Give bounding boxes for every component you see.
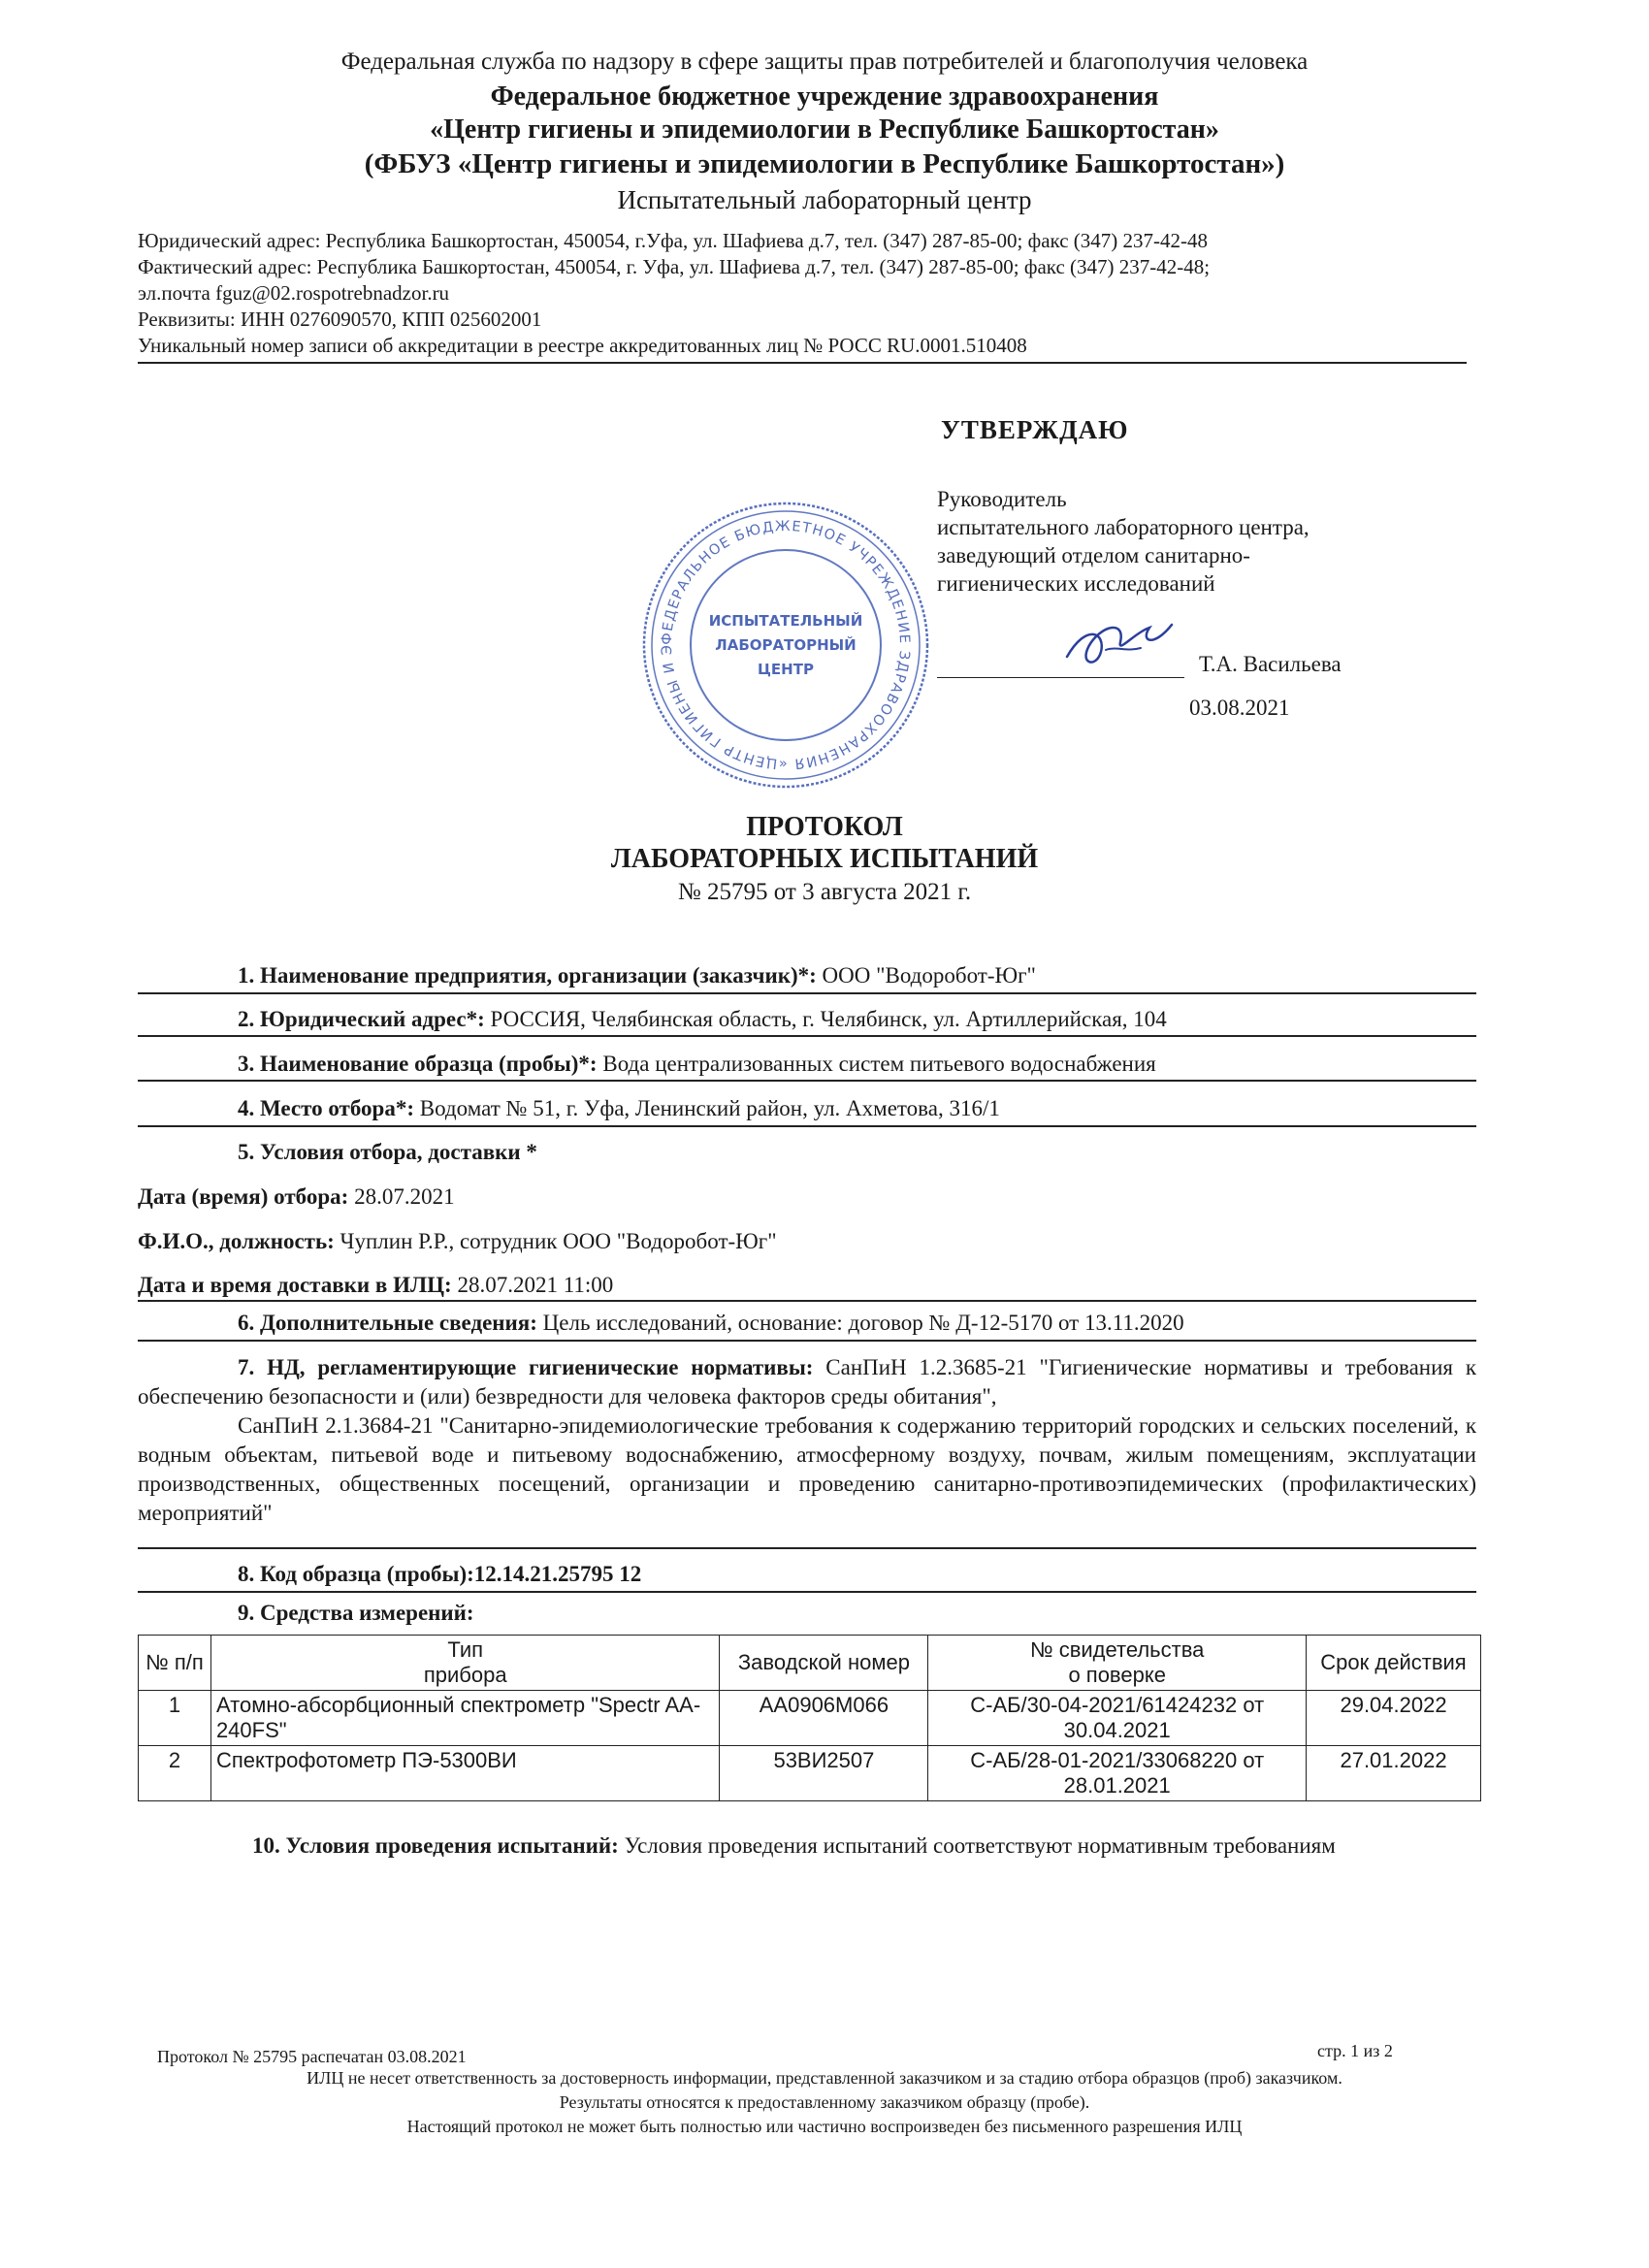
item-1 [238,963,1036,988]
item-5-person-value: Чуплин Р.Р., сотрудник ООО "Водоробот-Юг" [334,1229,777,1253]
item-divider [138,1300,1476,1302]
item-3-value: Вода централизованных систем питьевого водоснабжения [597,1052,1156,1076]
item-divider [138,1591,1476,1593]
signature [1048,603,1183,681]
accreditation-number: Уникальный номер записи об аккредитации в реестре аккредитованных лиц № РОСС RU.0001.510408 [138,334,1027,357]
item-4 [238,1096,1000,1121]
row-type: Спектрофотометр ПЭ-5300ВИ [210,1746,720,1801]
item-10 [252,1833,1336,1859]
legal-address: Юридический адрес: Республика Башкортостан, 450054, г.Уфа, ул. Шафиева д.7, тел. (347) 287-85-00; факс (347) 237-42-48 [138,229,1209,252]
item-7-p1 [138,1353,1476,1411]
item-divider [138,1547,1476,1549]
item-2-value: РОССИЯ, Челябинская область, г. Челябинск, ул. Артиллерийская, 104 [484,1007,1167,1031]
item-7-label: 7. НД, регламентирующие гигиенические нормативы: [238,1355,814,1379]
item-divider [138,992,1476,994]
footer-disclaimer-1: ИЛЦ не несет ответственность за достоверность информации, представленной заказчиком и за стадию отбора образцов (проб) заказчиком. [307,2068,1342,2088]
item-8-value: 12.14.21.25795 12 [473,1562,642,1586]
item-5-person [138,1229,777,1254]
email: эл.почта fguz@02.rospotrebnadzor.ru [138,281,450,305]
item-1-value: ООО "Водоробот-Юг" [816,963,1036,988]
item-4-value: Водомат № 51, г. Уфа, Ленинский район, ул. Ахметова, 316/1 [414,1096,1000,1120]
stamp-center-line2: ЛАБОРАТОРНЫЙ [715,636,857,654]
item-5-delivery [138,1273,613,1298]
approval-date: 03.08.2021 [1189,696,1290,720]
lab-name: Испытательный лабораторный центр [617,185,1032,214]
item-6-value: Цель исследований, основание: договор № Д-12-5170 от 13.11.2020 [536,1311,1184,1335]
stamp-icon [635,495,936,795]
center-full-name: «Центр гигиены и эпидемиологии в Республике Башкортостан» [430,114,1219,145]
item-5-delivery-value: 28.07.2021 11:00 [451,1273,614,1297]
item-3 [238,1052,1156,1077]
item-5-sampling-date [138,1184,455,1210]
item-8 [238,1562,641,1587]
item-3-label: 3. Наименование образца (пробы)*: [238,1052,598,1076]
item-5-person-label: Ф.И.О., должность: [138,1229,335,1253]
approver-role-line: испытательного лабораторного центра, [937,515,1310,539]
col-type-header-line2: прибора [423,1663,507,1687]
approver-role-line: Руководитель [937,487,1067,511]
footer-printed: Протокол № 25795 распечатан 03.08.2021 [157,2047,467,2066]
row-cert: С-АБ/28-01-2021/33068220 от 28.01.2021 [928,1746,1307,1801]
item-7-value2: СанПиН 2.1.3684-21 "Санитарно-эпидемиологические требования к содержанию территорий городских и сельских поселений, к водным объектам, питьевой воде и питьевому водоснабжению, атмосферному воздуху, почвам, жилым помещениям, эксплуатации производственных, общественных посещений, организации и проведению санитарно-противоэпидемических (профилактических) мероприятий" [138,1413,1476,1525]
col-type-header [210,1636,720,1691]
item-divider [138,1035,1476,1037]
col-cert-header [928,1636,1307,1691]
table-row [139,1746,1481,1801]
institution-name: Федеральное бюджетное учреждение здравоохранения [490,81,1159,112]
header-divider [138,362,1467,364]
stamp-center-line1: ИСПЫТАТЕЛЬНЫЙ [708,612,863,630]
item-10-value: Условия проведения испытаний соответствуют нормативным требованиям [618,1833,1336,1858]
item-9-label: 9. Средства измерений: [238,1601,474,1625]
protocol-title-line2: ЛАБОРАТОРНЫХ ИСПЫТАНИЙ [610,844,1039,874]
stamp-center-line3: ЦЕНТР [758,661,814,678]
col-serial-header: Заводской номер [720,1636,928,1691]
item-6 [238,1311,1184,1336]
item-5-date-value: 28.07.2021 [348,1184,455,1209]
col-type-header-line1: Тип [447,1637,484,1662]
footer-page: стр. 1 из 2 [1317,2041,1393,2060]
svg-text:ФЕДЕРАЛЬНОЕ БЮДЖЕТНОЕ УЧРЕЖДЕН [635,495,912,771]
row-num: 1 [139,1691,211,1746]
item-divider [138,1340,1476,1342]
item-6-label: 6. Дополнительные сведения: [238,1311,537,1335]
requisites: Реквизиты: ИНН 0276090570, КПП 025602001 [138,308,542,331]
row-valid: 29.04.2022 [1307,1691,1481,1746]
signature-line [937,677,1184,678]
row-serial: 53ВИ2507 [720,1746,928,1801]
signer-name: Т.А. Васильева [1199,652,1342,676]
col-cert-header-line2: о поверке [1068,1663,1166,1687]
row-serial: AA0906M066 [720,1691,928,1746]
item-5-delivery-label: Дата и время доставки в ИЛЦ: [138,1273,452,1297]
table-row [139,1691,1481,1746]
item-5-label: 5. Условия отбора, доставки * [238,1140,537,1164]
item-5-date-label: Дата (время) отбора: [138,1184,349,1209]
approver-role-line: гигиенических исследований [937,571,1215,596]
actual-address: Фактический адрес: Республика Башкортостан, 450054, г. Уфа, ул. Шафиева д.7, тел. (347) 287-85-00; факс (347) 237-42-48; [138,255,1211,278]
item-1-label: 1. Наименование предприятия, организации (заказчик)*: [238,963,817,988]
table-header-row [139,1636,1481,1691]
item-divider [138,1080,1476,1082]
row-num: 2 [139,1746,211,1801]
approver-role-line: заведующий отделом санитарно- [937,543,1250,567]
row-cert: С-АБ/30-04-2021/61424232 от 30.04.2021 [928,1691,1307,1746]
item-2-label: 2. Юридический адрес*: [238,1007,485,1031]
protocol-title [0,811,1649,875]
approval-title: УТВЕРЖДАЮ [941,415,1129,444]
item-8-label: 8. Код образца (пробы): [238,1562,474,1586]
col-valid-header: Срок действия [1307,1636,1481,1691]
approver-role [937,485,1403,598]
row-type: Атомно-абсорбционный спектрометр "Spectr AA-240FS" [210,1691,720,1746]
footer-disclaimer-3: Настоящий протокол не может быть полностью или частично воспроизведен без письменного разрешения ИЛЦ [406,2117,1243,2136]
instruments-table [138,1635,1481,1801]
item-4-label: 4. Место отбора*: [238,1096,414,1120]
row-valid: 27.01.2022 [1307,1746,1481,1801]
protocol-number: № 25795 от 3 августа 2021 г. [677,879,972,905]
item-7-value1: СанПиН 1.2.3685-21 "Гигиенические нормативы и требования к обеспечению безопасности и (или) безвредности для человека факторов среды обитания", [138,1355,1476,1409]
col-cert-header-line1: № свидетельства [1029,1637,1205,1662]
protocol-title-line1: ПРОТОКОЛ [746,812,903,842]
lab-stamp [635,495,936,795]
item-2 [238,1007,1167,1032]
footer-disclaimer-2: Результаты относятся к предоставленному заказчиком образцу (пробе). [559,2092,1090,2112]
col-num-header: № п/п [139,1636,211,1691]
stamp-ring-text: ФЕДЕРАЛЬНОЕ БЮДЖЕТНОЕ УЧРЕЖДЕНИЕ ЗДРАВООХРАНЕНИЯ «ЦЕНТР ГИГИЕНЫ И Э [659,518,913,772]
signature-icon [1048,603,1183,681]
item-10-label: 10. Условия проведения испытаний: [252,1833,619,1858]
agency-name: Федеральная служба по надзору в сфере защиты прав потребителей и благополучия человека [340,49,1309,75]
item-divider [138,1125,1476,1127]
center-short-name: (ФБУЗ «Центр гигиены и эпидемиологии в Республике Башкортостан») [364,148,1285,179]
